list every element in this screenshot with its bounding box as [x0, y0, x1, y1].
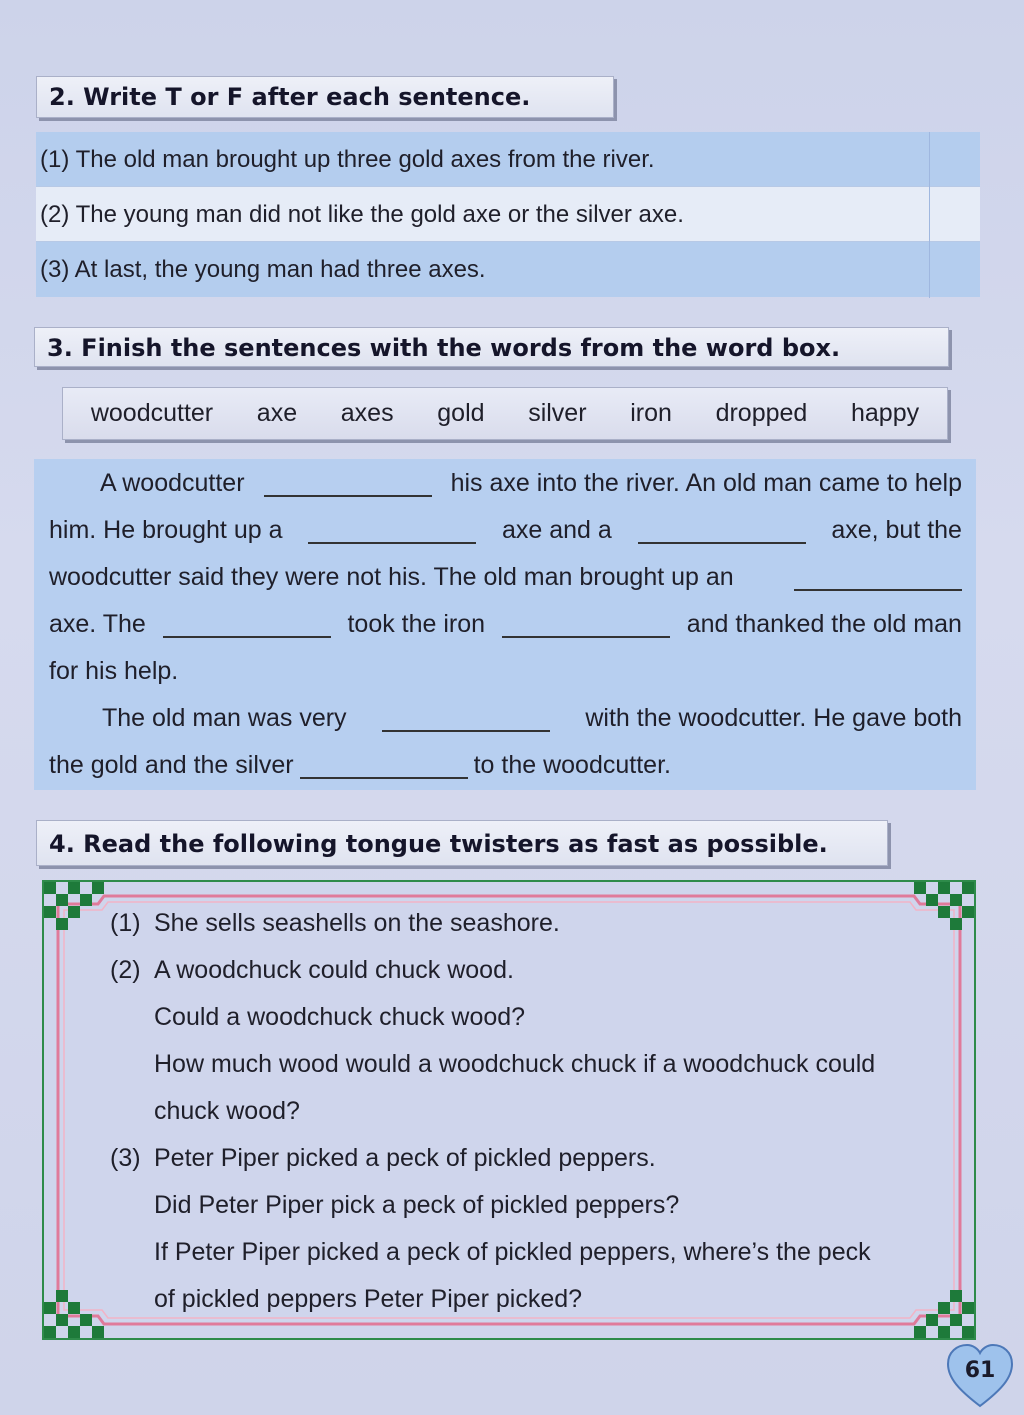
answer-blank-1[interactable]	[264, 469, 432, 497]
twister-1-line-1: She sells seashells on the seashore.	[154, 909, 560, 937]
word-box-item: iron	[630, 399, 672, 427]
true-false-item-2: (2) The young man did not like the gold axe or the silver axe.	[36, 187, 980, 242]
answer-column-divider	[929, 132, 930, 298]
word-box-item: happy	[851, 399, 920, 427]
answer-blank-7[interactable]	[382, 704, 550, 732]
twister-2-line-4: chuck wood?	[154, 1097, 300, 1125]
answer-blank-5[interactable]	[163, 610, 331, 638]
twister-2-line-2: Could a woodchuck chuck wood?	[154, 1003, 526, 1031]
answer-blank-2[interactable]	[308, 516, 476, 544]
tongue-twister-box	[42, 880, 976, 1340]
passage-line-5	[49, 651, 962, 691]
passage-text: A woodcutter	[100, 469, 245, 497]
passage-text: axe. The	[49, 610, 146, 638]
passage-text: axe, but the	[831, 516, 962, 544]
twister-3-line-3: If Peter Piper picked a peck of pickled peppers, where’s the peck	[154, 1238, 871, 1266]
twister-3-number: (3)	[110, 1144, 141, 1172]
true-false-item-1: (1) The old man brought up three gold axes from the river.	[36, 132, 980, 187]
section-3-heading: 3. Finish the sentences with the words from the word box.	[34, 327, 949, 367]
twister-2-number: (2)	[110, 956, 141, 984]
twister-2-line-1: A woodchuck could chuck wood.	[154, 956, 514, 984]
passage-text: the gold and the silver	[49, 751, 294, 779]
twister-2-line-3: How much wood would a woodchuck chuck if a woodchuck could	[154, 1050, 876, 1078]
twister-3-line-1: Peter Piper picked a peck of pickled peppers.	[154, 1144, 656, 1172]
passage-line-7	[49, 745, 962, 785]
twister-3-line-2: Did Peter Piper pick a peck of pickled peppers?	[154, 1191, 680, 1219]
twister-1-number: (1)	[110, 909, 141, 937]
page-number-badge	[945, 1340, 1015, 1410]
passage-text: took the iron	[347, 610, 486, 638]
word-box-item: axes	[340, 399, 394, 427]
passage-text: The old man was very	[102, 704, 347, 732]
passage-text: woodcutter said they were not his. The old man brought up an	[49, 563, 734, 591]
answer-blank-8[interactable]	[300, 751, 468, 779]
passage-text: for his help.	[49, 657, 179, 685]
passage-text: with the woodcutter. He gave both	[585, 704, 962, 732]
passage-text: him. He brought up a	[49, 516, 283, 544]
answer-blank-3[interactable]	[638, 516, 806, 544]
passage-line-6	[102, 698, 962, 738]
passage-text: to the woodcutter.	[473, 751, 671, 779]
cloze-passage	[34, 459, 976, 790]
true-false-item-3: (3) At last, the young man had three axes.	[36, 242, 980, 297]
word-box-item: woodcutter	[90, 399, 214, 427]
answer-blank-6[interactable]	[502, 610, 670, 638]
passage-line-1	[100, 463, 962, 503]
word-box-item: dropped	[715, 399, 808, 427]
word-box-item: gold	[437, 399, 485, 427]
section-4-heading: 4. Read the following tongue twisters as fast as possible.	[36, 820, 888, 866]
passage-text: his axe into the river. An old man came to help	[450, 469, 962, 497]
section-2-heading: 2. Write T or F after each sentence.	[36, 76, 614, 118]
true-false-list	[36, 132, 980, 298]
word-box	[62, 387, 948, 440]
word-box-item: axe	[256, 399, 298, 427]
passage-text: axe and a	[501, 516, 612, 544]
passage-line-3	[49, 557, 962, 597]
page-number: 61	[964, 1358, 996, 1383]
answer-blank-4[interactable]	[794, 563, 962, 591]
passage-text: and thanked the old man	[686, 610, 962, 638]
twister-3-line-4: of pickled peppers Peter Piper picked?	[154, 1285, 583, 1313]
passage-line-4	[49, 604, 962, 644]
word-box-item: silver	[528, 399, 587, 427]
passage-line-2	[49, 510, 962, 550]
